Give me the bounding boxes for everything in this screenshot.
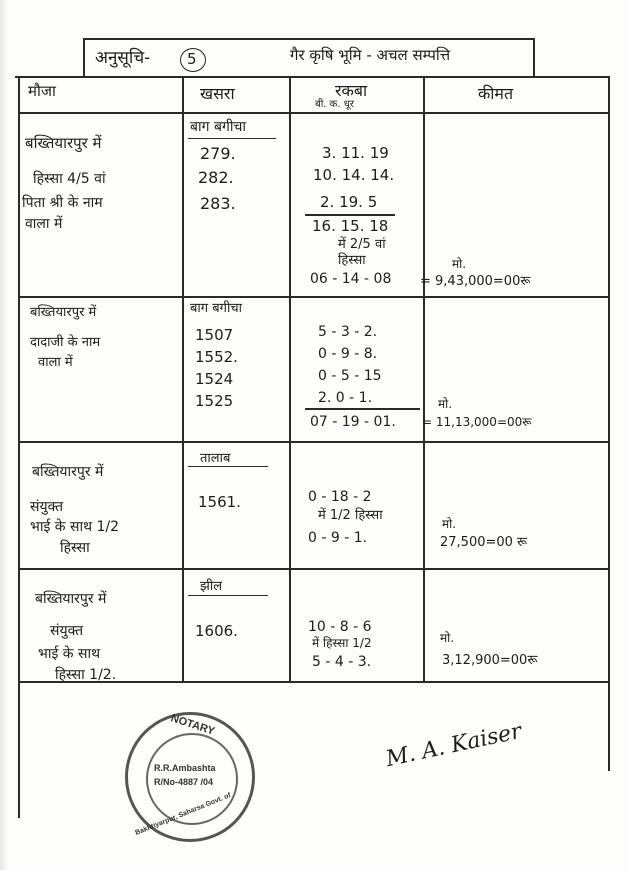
price-value: 27,500=00 रू — [440, 535, 528, 550]
khasra-number: 1507 — [195, 326, 234, 344]
land-type: बाग बगीचा — [190, 301, 242, 316]
land-type: तालाब — [200, 451, 231, 466]
rakba-value: 0 - 9 - 8. — [318, 346, 378, 362]
col-header-rakba: रकबा — [335, 81, 368, 100]
page-edge — [0, 0, 8, 870]
schedule-label: अनुसूचि- — [95, 48, 151, 68]
col-header-value: कीमत — [478, 84, 514, 103]
mauza-line: बख्तियारपुर में — [35, 591, 107, 607]
mauza-line: पिता श्री के नाम — [22, 195, 103, 211]
khasra-number: 1552. — [195, 348, 238, 366]
rakba-value: 0 - 5 - 15 — [318, 368, 382, 384]
rakba-total: 16. 15. 18 — [312, 217, 389, 235]
khasra-number: 1606. — [195, 622, 238, 640]
col-header-khasra: खसरा — [200, 84, 235, 103]
price-prefix: मो. — [442, 517, 457, 531]
khasra-number: 283. — [200, 194, 236, 213]
document-title: गैर कृषि भूमि - अचल सम्पत्ति — [290, 46, 451, 64]
stamp-name: R.R.Ambashta — [154, 763, 216, 773]
mauza-line: दादाजी के नाम — [30, 335, 101, 350]
mauza-line: भाई के साथ — [38, 646, 101, 662]
mauza-line: संयुक्त — [50, 623, 84, 639]
mauza-line: हिस्सा 4/5 वां — [33, 171, 106, 187]
col-header-rakba-unit: बी. क. धूर — [315, 99, 354, 110]
rakba-total: 07 - 19 - 01. — [310, 414, 396, 430]
mauza-line: भाई के साथ 1/2 — [30, 519, 120, 535]
rakba-value: में हिस्सा 1/2 — [312, 636, 372, 650]
price-value: = 11,13,000=00रू — [422, 415, 532, 429]
land-type: बाग बगीचा — [190, 119, 246, 135]
khasra-number: 1524 — [195, 370, 234, 388]
rakba-value: 2. 19. 5 — [320, 193, 378, 211]
khasra-number: 279. — [200, 144, 236, 163]
stamp-place: Bakhtiyarpur, Saharsa Govt. of — [134, 792, 232, 837]
rakba-value: 0 - 18 - 2 — [308, 489, 372, 505]
mauza-line: हिस्सा 1/2. — [55, 667, 117, 683]
mauza-line: बख्तियारपुर में — [25, 134, 102, 152]
share-line: में 2/5 वां — [338, 237, 386, 252]
notary-stamp — [125, 712, 255, 842]
schedule-number: 5 — [187, 50, 197, 68]
mauza-line: हिस्सा — [60, 540, 90, 556]
khasra-number: 1561. — [198, 493, 241, 511]
mauza-line: बख्तियारपुर में — [32, 464, 104, 480]
mauza-line: बख्तियारपुर में — [30, 305, 97, 320]
khasra-number: 282. — [198, 168, 234, 187]
mauza-line: वाला में — [25, 216, 63, 232]
rakba-value: 0 - 9 - 1. — [308, 530, 368, 546]
col-header-mauza: मौजा — [28, 82, 56, 100]
price-value: 3,12,900=00रू — [442, 653, 538, 668]
rakba-value: 10. 14. 14. — [313, 166, 395, 184]
rakba-value: 10 - 8 - 6 — [308, 619, 372, 635]
rakba-value: 5 - 3 - 2. — [318, 324, 378, 340]
price-prefix: मो. — [438, 397, 453, 411]
rakba-value: 3. 11. 19 — [322, 144, 389, 162]
price-prefix: मो. — [440, 631, 455, 645]
stamp-top-text: NOTARY — [169, 712, 216, 738]
khasra-number: 1525 — [195, 392, 234, 410]
rakba-value: में 1/2 हिस्सा — [318, 508, 383, 523]
signature: M. A. Kaiser — [383, 718, 524, 773]
land-type: झील — [200, 579, 223, 594]
share-result: 06 - 14 - 08 — [310, 271, 392, 287]
rakba-value: 5 - 4 - 3. — [312, 654, 372, 670]
rakba-value: 2. 0 - 1. — [318, 390, 373, 406]
mauza-line: संयुक्त — [30, 499, 64, 515]
stamp-reg: R/No-4887 /04 — [154, 777, 214, 787]
price-prefix: मो. — [452, 257, 467, 271]
share-line: हिस्सा — [338, 253, 366, 268]
price-value: = 9,43,000=00रू — [420, 274, 531, 289]
mauza-line: वाला में — [38, 355, 73, 370]
